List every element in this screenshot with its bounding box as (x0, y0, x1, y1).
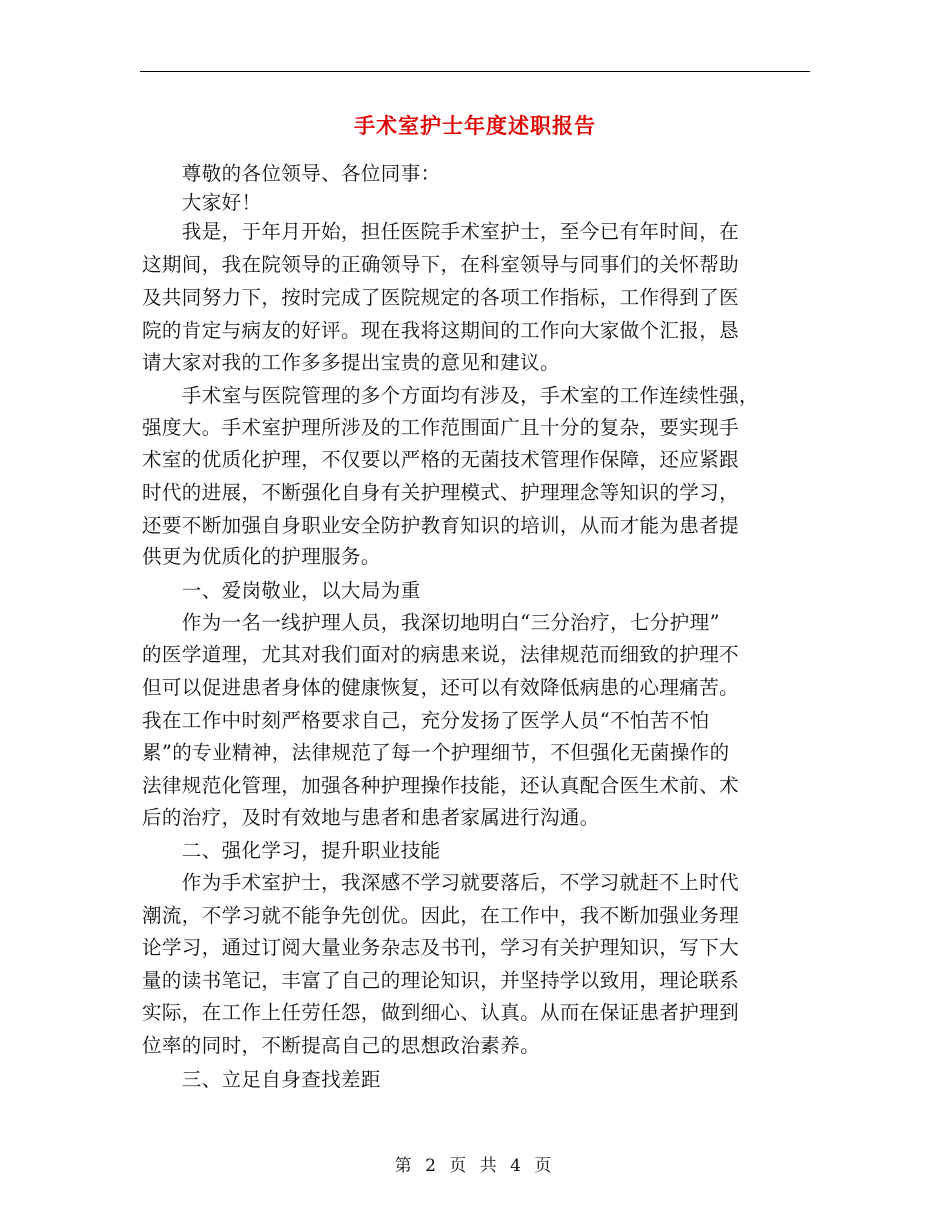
page-number: 第 2 页 共 4 页 (394, 1156, 556, 1176)
section-heading: 一、爱岗敬业，以大局为重 (142, 579, 421, 602)
body-line: 手术室与医院管理的多个方面均有涉及，手术室的工作连续性强， (142, 384, 759, 407)
section-heading: 二、强化学习，提升职业技能 (142, 839, 441, 862)
body-line: 我在工作中时刻严格要求自己，充分发扬了医学人员“不怕苦不怕 (142, 709, 710, 732)
body-line: 量的读书笔记，丰富了自己的理论知识，并坚持学以致用，理论联系 (142, 969, 740, 992)
body-line: 术室的优质化护理，不仅要以严格的无菌技术管理作保障，还应紧跟 (142, 448, 740, 471)
body-line: 及共同努力下，按时完成了医院规定的各项工作指标，工作得到了医 (142, 286, 740, 309)
body-line: 法律规范化管理，加强各种护理操作技能，还认真配合医生术前、术 (142, 774, 740, 797)
document-title: 手术室护士年度述职报告 (354, 113, 596, 138)
body-line: 我是，于年月开始，担任医院手术室护士，至今已有年时间，在 (142, 220, 740, 243)
section-heading: 三、立足自身查找差距 (142, 1068, 381, 1091)
body-line: 强度大。手术室护理所涉及的工作范围面广且十分的复杂，要实现手 (142, 416, 740, 439)
body-line: 作为手术室护士，我深感不学习就要落后，不学习就赶不上时代 (142, 871, 740, 894)
body-line: 这期间，我在院领导的正确领导下，在科室领导与同事们的关怀帮助 (142, 253, 740, 276)
body-line: 大家好！ (142, 191, 262, 214)
body-line: 作为一名一线护理人员，我深切地明白“三分治疗，七分护理” (142, 611, 720, 634)
body-line: 论学习，通过订阅大量业务杂志及书刊，学习有关护理知识，写下大 (142, 936, 740, 959)
body-line: 累”的专业精神，法律规范了每一个护理细节，不但强化无菌操作的 (142, 741, 730, 764)
body-line: 供更为优质化的护理服务。 (142, 545, 381, 568)
body-line: 位率的同时，不断提高自己的思想政治素养。 (142, 1034, 541, 1057)
body-line: 还要不断加强自身职业安全防护教育知识的培训，从而才能为患者提 (142, 514, 740, 537)
body-line: 尊敬的各位领导、各位同事： (142, 162, 441, 185)
body-line: 实际，在工作上任劳任怨，做到细心、认真。从而在保证患者护理到 (142, 1001, 740, 1024)
body-line: 后的治疗，及时有效地与患者和患者家属进行沟通。 (142, 806, 600, 829)
body-line: 请大家对我的工作多多提出宝贵的意见和建议。 (142, 351, 560, 374)
body-line: 院的肯定与病友的好评。现在我将这期间的工作向大家做个汇报，恳 (142, 319, 740, 342)
body-line: 潮流，不学习就不能争先创优。因此，在工作中，我不断加强业务理 (142, 904, 740, 927)
body-line: 时代的进展，不断强化自身有关护理模式、护理理念等知识的学习， (142, 481, 740, 504)
header-rule (140, 71, 810, 72)
body-line: 但可以促进患者身体的健康恢复，还可以有效降低病患的心理痛苦。 (142, 676, 740, 699)
body-line: 的医学道理，尤其对我们面对的病患来说，法律规范而细致的护理不 (142, 643, 740, 666)
